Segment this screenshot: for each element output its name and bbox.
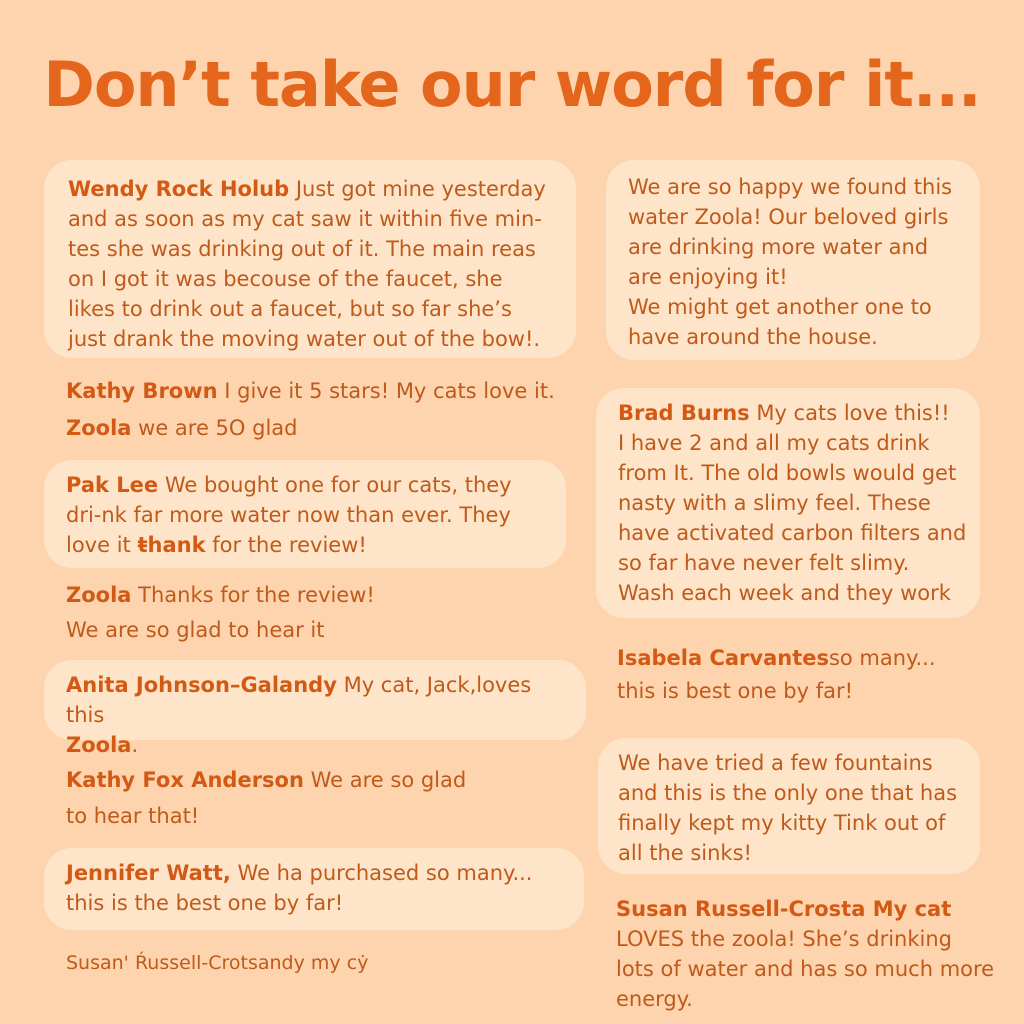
review-text: Just got mine yesterday and as soon as my cat saw it within five min-tes she was drinking out of it. The main reas on I got it was becouse of the faucet, she likes to drink out a faucet, but so far she’s just drank the moving water out of the bow!.	[68, 177, 546, 351]
review-card	[44, 660, 586, 757]
review-text: so many...	[828, 646, 936, 670]
review-entry	[617, 642, 997, 708]
reply-text: We are so glad to hear it	[66, 618, 325, 642]
reviewer-name: Isabela Carvantes	[617, 646, 829, 670]
review-text: I give it 5 stars! My cats love it.	[224, 379, 555, 403]
reviewer-name: Brad Burns	[618, 401, 750, 425]
reply-entry	[66, 413, 586, 443]
reviewer-name: Kathy Brown	[66, 379, 218, 403]
reply-text: we are 5O glad	[138, 416, 298, 440]
review-text: My cats love this!!	[756, 401, 950, 425]
reviewer-name: Jennifer Watt,	[66, 861, 231, 885]
review-entry: Susan' Ŕussell-Crotsandy my cẏ	[66, 952, 369, 974]
brand-name: Zoola	[66, 733, 132, 757]
reviewer-name: Pak Lee	[66, 473, 159, 497]
review-text: We might get another one to have around the house.	[628, 295, 932, 349]
reply-entry	[66, 578, 586, 648]
reply-text: We are so glad	[310, 768, 467, 792]
review-text: We bought one for our cats, they dri-nk far more water now than ever. They love it	[66, 473, 512, 557]
review-card	[44, 160, 576, 358]
review-text: My cat, Jack,loves this	[66, 673, 532, 727]
reply-text: to hear that!	[66, 804, 200, 828]
reply-text: Thanks for the review!	[138, 583, 375, 607]
reviewer-name: Wendy Rock Holub	[68, 177, 290, 201]
review-text: We ha purchased so many... this is the best one by far!	[66, 861, 533, 915]
review-card	[596, 388, 980, 618]
review-card	[598, 738, 980, 874]
review-entry	[616, 894, 996, 1014]
review-entry	[66, 376, 586, 406]
review-text: We have tried a few fountains and this is the only one that has finally kept my kitty Tink out of all the sinks!	[618, 751, 958, 865]
reviewer-name: Susan Russell-Crosta My cat	[616, 897, 952, 921]
review-text: LOVES the zoola! She’s drinking lots of water and has so much more energy.	[616, 927, 995, 1011]
reviewer-name: Zoola	[66, 583, 132, 607]
reviewer-name: Zoola	[66, 416, 132, 440]
review-card	[606, 160, 980, 360]
review-text: I have 2 and all my cats drink from It. The old bowls would get nasty with a slimy feel. These have activated carbon filters and so far have never felt slimy. Wash each week and they work	[618, 431, 967, 605]
reviewer-name: ŧhank	[137, 533, 206, 557]
review-card	[44, 460, 566, 568]
review-text: We are so happy we found this water Zoola! Our beloved girls are drinking more water and are enjoying it!	[628, 175, 953, 289]
review-text: for the review!	[212, 533, 367, 557]
reply-entry	[66, 762, 586, 834]
reviewer-name: Kathy Fox Anderson	[66, 768, 304, 792]
reviewer-name: Anita Johnson–Galandy	[66, 673, 337, 697]
page-title: Don’t take our word for it...	[43, 48, 981, 121]
review-text: .	[131, 733, 139, 757]
review-text: this is best one by far!	[617, 679, 854, 703]
review-card	[44, 848, 584, 930]
